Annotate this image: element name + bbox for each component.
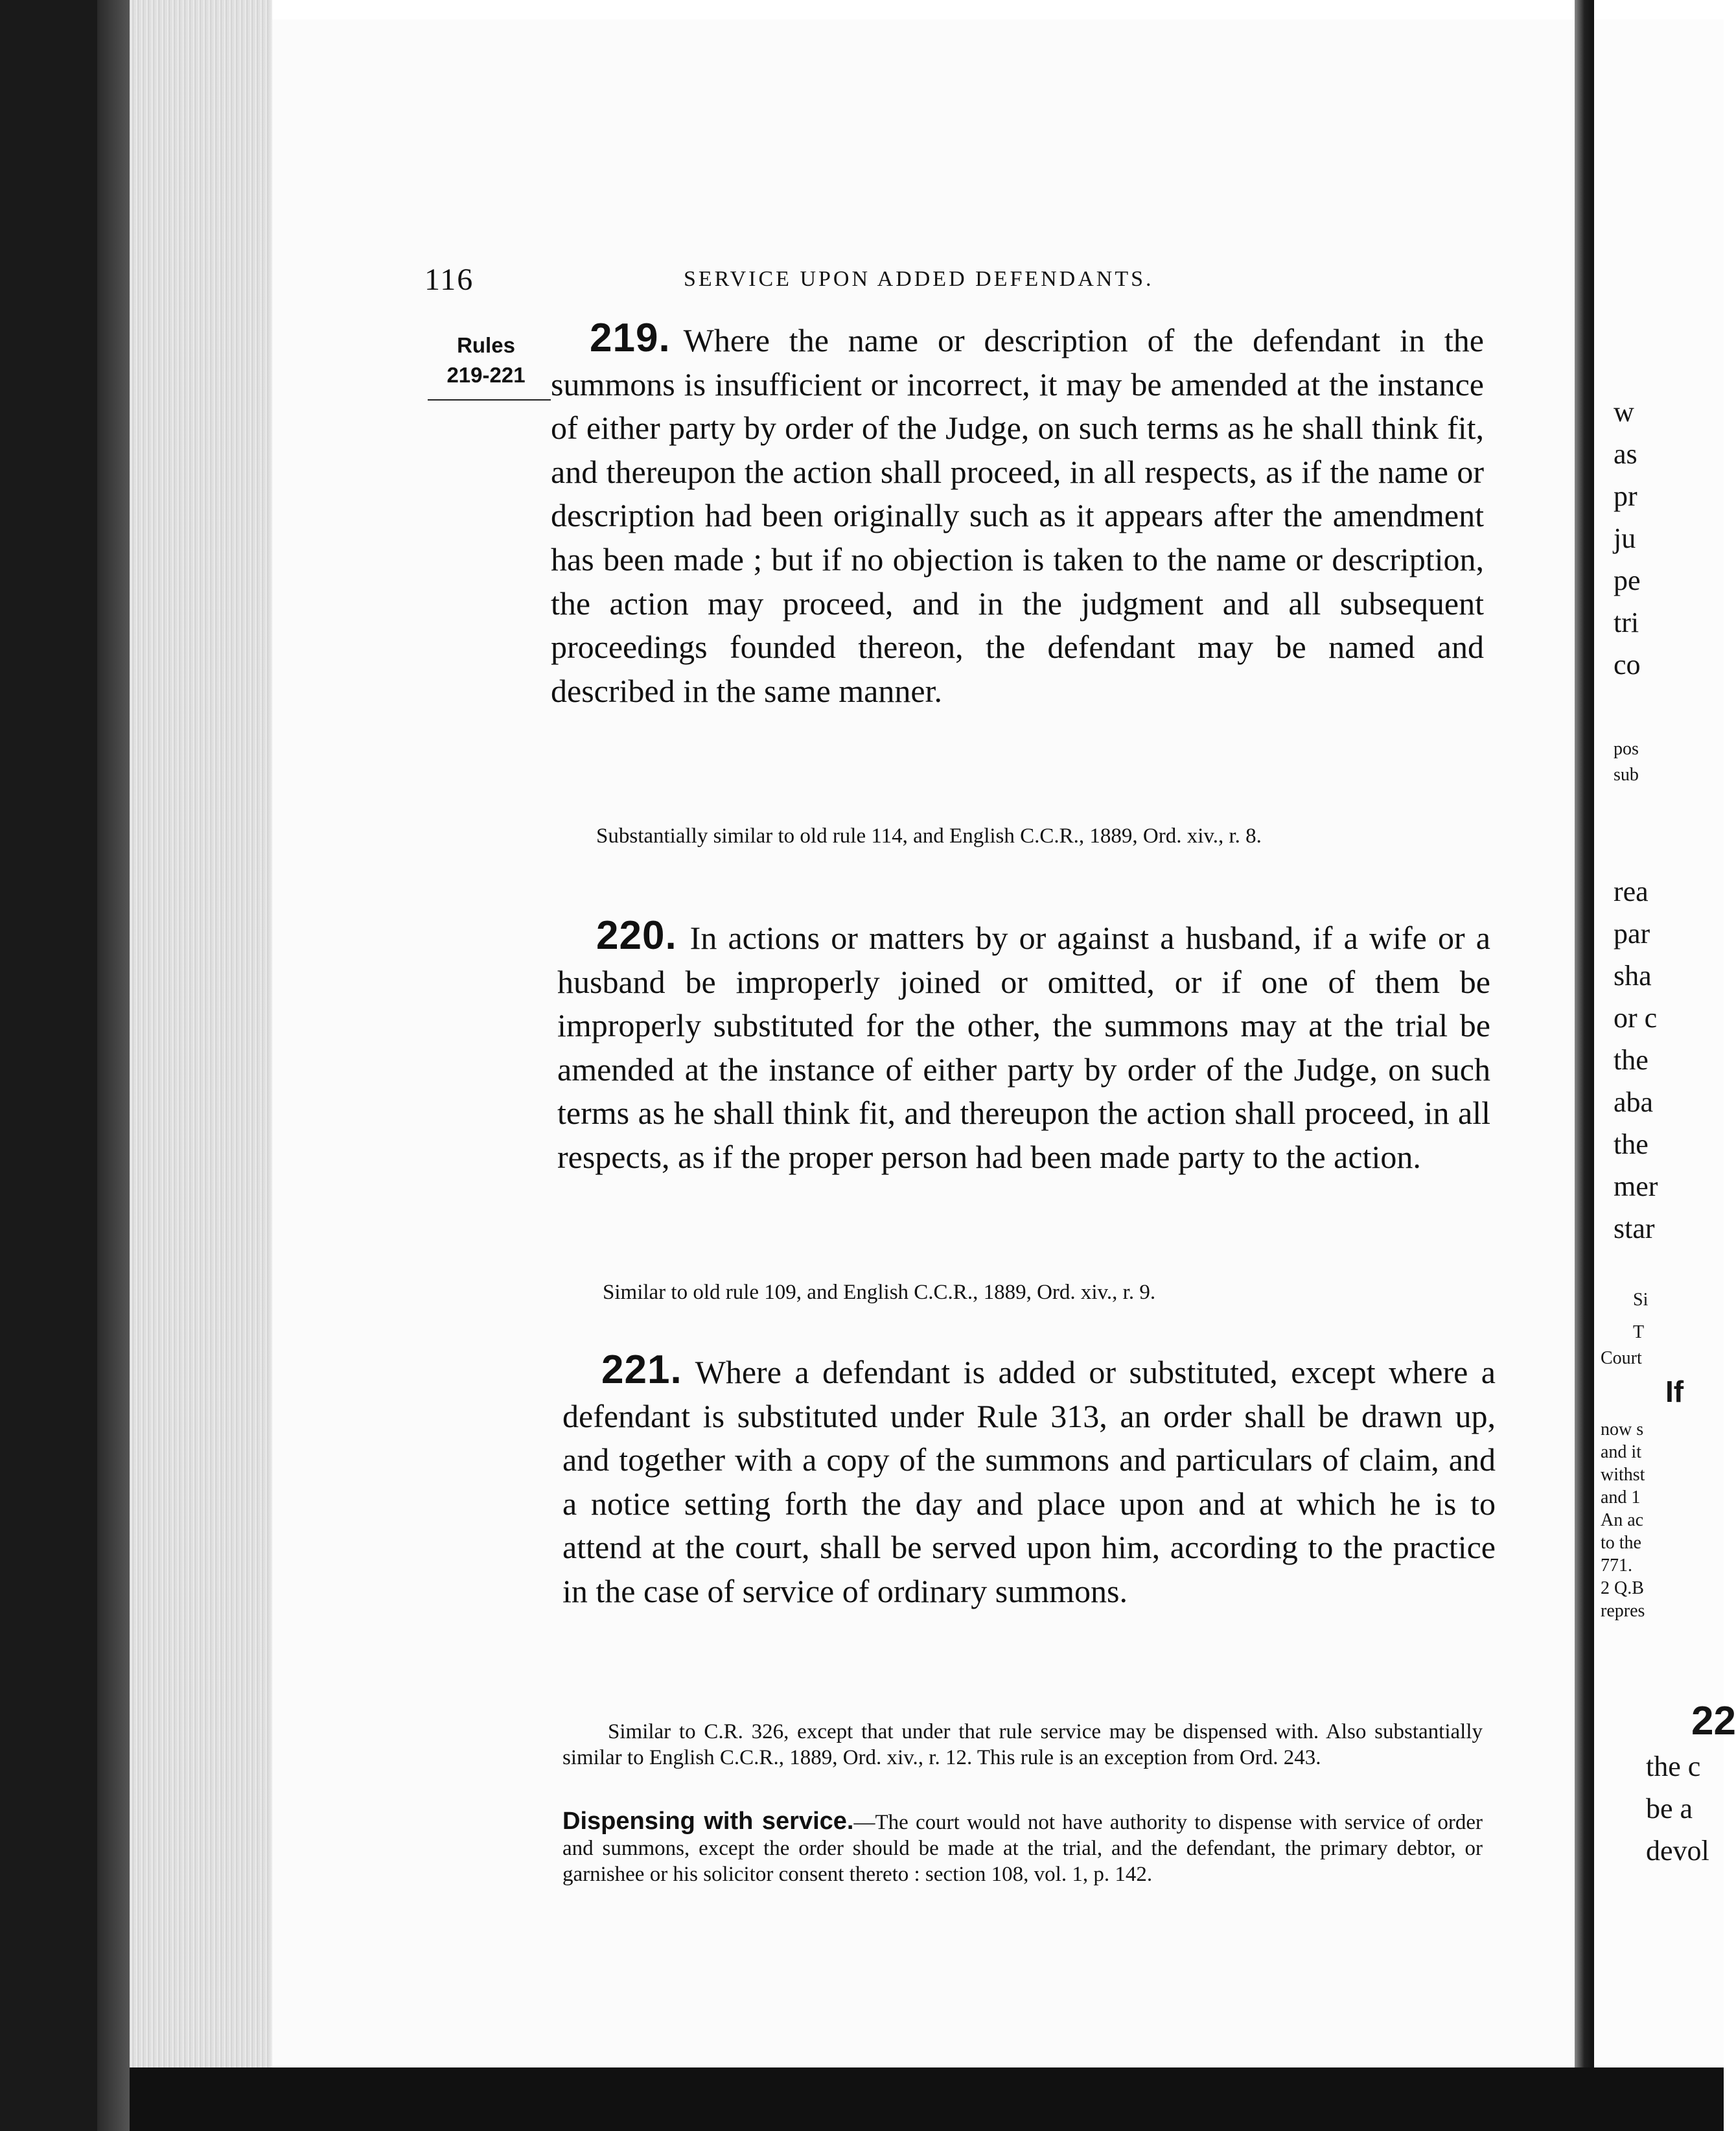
rule-221-number: 221. (601, 1347, 682, 1392)
book-cover-edge (0, 0, 130, 2131)
right-fragment: and it (1601, 1442, 1641, 1462)
right-fragment: aba (1614, 1086, 1654, 1118)
margin-note-line1: Rules (457, 333, 515, 357)
right-fragment: now s (1601, 1419, 1644, 1439)
right-fragment: Si (1633, 1290, 1649, 1310)
rule-219 (551, 316, 1484, 713)
right-fragment: be a (1646, 1793, 1693, 1824)
dispensing-note (562, 1808, 1483, 1887)
rule-219-number: 219. (590, 316, 671, 360)
right-fragment: pr (1614, 480, 1638, 512)
right-fragment: to the (1601, 1533, 1641, 1553)
rule-221 (562, 1348, 1496, 1614)
margin-note-line2: 219-221 (446, 363, 526, 387)
running-head: SERVICE UPON ADDED DEFENDANTS. (684, 267, 1154, 291)
rule-221-note-block (562, 1719, 1483, 1771)
rule-220-note: Similar to old rule 109, and English C.C.R., 1889, Ord. xiv., r. 9. (603, 1281, 1156, 1304)
right-fragment: and 1 (1601, 1487, 1641, 1508)
book-gutter (1575, 0, 1594, 2131)
right-fragment: Court (1601, 1348, 1642, 1368)
right-fragment: ju (1614, 522, 1636, 554)
right-fragment: An ac (1601, 1510, 1644, 1530)
right-fragment: pe (1614, 565, 1641, 596)
right-fragment: star (1614, 1213, 1655, 1244)
right-fragment: the (1614, 1044, 1649, 1076)
bottom-scan-border (130, 2067, 1724, 2131)
right-fragment: or c (1614, 1002, 1658, 1034)
dispensing-note-heading: Dispensing with service. (562, 1808, 854, 1835)
right-fragment: mer (1614, 1170, 1658, 1202)
right-fragment: rea (1614, 876, 1649, 907)
rule-220-text: In actions or matters by or against a husband, if a wife or a husband be improperly joined or omitted, or if one of them be improperly substituted for the other, the summons may at the trial be amended at the instance of either party by order of the Judge, on such terms as he shall think fit, and thereupon the action shall proceed, in all respects, as if the proper person had been made party to the action. (557, 920, 1490, 1175)
dispensing-note-block (562, 1808, 1483, 1887)
rule-221-text: Where a defendant is added or substituted, except where a defendant is substituted under Rule 313, an order shall be drawn up, and together with a copy of the summons and particulars of claim, and a notice setting forth the day and place upon and at which he is to attend at the court, shall be served upon him, according to the practice in the case of service of ordinary summons. (562, 1354, 1496, 1609)
right-fragment: sub (1614, 765, 1639, 785)
dispensing-note-text: —The court would not have authority to dispense with service of order and summons, except the order should be made at the trial, and the defendant, the primary debtor, or garnishee or his solicitor consent thereto : section 108, vol. 1, p. 142. (562, 1811, 1483, 1886)
rule-220-number: 220. (596, 913, 677, 958)
right-fragment: sha (1614, 960, 1652, 992)
margin-note (428, 331, 544, 390)
right-fragment: repres (1601, 1601, 1645, 1621)
right-fragment: T (1633, 1322, 1645, 1342)
right-fragment: 22 (1691, 1699, 1736, 1743)
right-fragment: pos (1614, 739, 1639, 759)
right-fragment: devol (1646, 1835, 1709, 1867)
right-fragment: as (1614, 438, 1638, 470)
right-fragment: the c (1646, 1751, 1701, 1782)
rule-221-paragraph (562, 1348, 1496, 1614)
right-fragment: the (1614, 1128, 1649, 1160)
right-page (1594, 19, 1736, 2067)
rule-219-note: Substantially similar to old rule 114, and English C.C.R., 1889, Ord. xiv., r. 8. (596, 824, 1262, 848)
page-number: 116 (424, 262, 474, 297)
margin-note-rule (428, 399, 551, 401)
rule-220-note-block (557, 1279, 1490, 1305)
rule-220-paragraph (557, 914, 1490, 1180)
right-fragment: w (1614, 396, 1634, 428)
right-fragment: par (1614, 918, 1650, 949)
right-fragment: co (1614, 649, 1641, 681)
right-fragment: tri (1614, 607, 1639, 638)
rule-219-paragraph (551, 316, 1484, 713)
rule-220 (557, 914, 1490, 1180)
right-fragment: 2 Q.B (1601, 1578, 1644, 1598)
page-header (424, 262, 1487, 301)
right-fragment: withst (1601, 1465, 1645, 1485)
rule-219-text: Where the name or description of the defendant in the summons is insufficient or incorrect, it may be amended at the instance of either party by order of the Judge, on such terms as he shall think fit, and thereupon the action shall proceed, in all respects, as if the name or description had been originally such as it appears after the amendment has been made ; but if no objection is taken to the name or description, the action may proceed, and in the judgment and all subsequent proceedings founded thereon, the defendant may be named and described in the same manner. (551, 322, 1484, 709)
rule-219-note-block (551, 823, 1484, 849)
right-fragment: 771. (1601, 1555, 1632, 1576)
rule-221-note: Similar to C.R. 326, except that under that rule service may be dispensed with. Also substantially similar to English C.C.R., 1889, Ord. xiv., r. 12. This rule is an exception from Ord. 243. (562, 1720, 1483, 1769)
right-fragment: If (1665, 1375, 1684, 1408)
page-stack-edge (130, 0, 272, 2131)
